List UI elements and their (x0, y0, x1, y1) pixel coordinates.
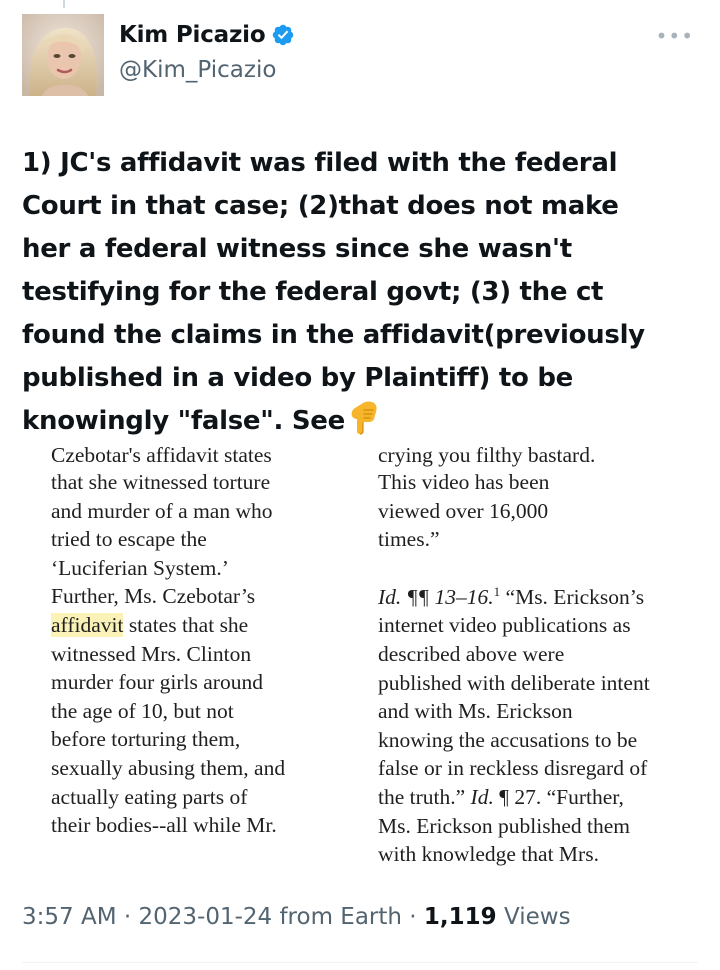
document-line: the age of 10, but not (51, 698, 234, 723)
tweet-text-line: published in a video by Plaintiff) to be (22, 363, 573, 393)
document-line: actually eating parts of (51, 784, 248, 809)
paragraph-gap (378, 554, 696, 578)
footnote-marker: 1 (493, 583, 501, 599)
document-line: Ms. Erickson published them (378, 813, 631, 838)
document-line: described above were (378, 641, 565, 666)
document-line: sexually abusing them, and (51, 755, 286, 780)
document-line: ‘Luciferian System.’ (51, 555, 229, 580)
tweet-text-line: testifying for the federal govt; (3) the ct (22, 277, 604, 307)
document-line: their bodies--all while Mr. (51, 813, 277, 838)
views-count[interactable]: 1,119 (423, 904, 497, 930)
avatar[interactable] (22, 14, 104, 96)
tweet-time[interactable]: 3:57 AM (22, 904, 117, 930)
document-line: false or in reckless disregard of (378, 756, 648, 781)
tweet-meta (22, 904, 571, 930)
meta-separator: · (123, 904, 132, 930)
document-image[interactable] (24, 443, 696, 867)
document-line-citation: Id. ¶¶ 13–16.$^1$ “Ms. Erickson’s (378, 583, 645, 609)
tweet-text-line: her a federal witness since she wasn't (22, 234, 572, 264)
document-cut-line: Czebotar's affidavit states (51, 443, 272, 467)
author-name-row (119, 22, 295, 48)
thread-connector-line (63, 0, 65, 8)
document-line: witnessed Mrs. Clinton (51, 641, 252, 666)
document-line-citation: the truth.” Id. ¶ 27. “Further, (378, 784, 624, 809)
document-cut-line: with knowledge that Mrs. (378, 842, 599, 867)
verified-badge-icon (271, 23, 295, 47)
tweet-text-line: 1) JC's affidavit was filed with the federal (22, 148, 618, 178)
more-options-icon[interactable]: ••• (655, 24, 694, 48)
document-cut-line: crying you filthy bastard. (378, 443, 596, 467)
author-handle[interactable]: @Kim_Picazio (119, 57, 277, 83)
divider (22, 962, 698, 963)
document-line: knowing the accusations to be (378, 727, 638, 752)
tweet-date-source[interactable]: 2023-01-24 from Earth (138, 904, 402, 930)
document-line: viewed over 16,000 (378, 498, 549, 523)
document-line-highlighted: affidavit states that she (51, 612, 249, 637)
document-line: Further, Ms. Czebotar’s (51, 584, 256, 609)
pointing-down-hand-emoji-icon (349, 401, 379, 435)
document-right-column (378, 443, 696, 867)
document-line: published with deliberate intent (378, 670, 650, 695)
document-line: murder four girls around (51, 670, 263, 695)
avatar-portrait-icon (22, 14, 104, 96)
tweet-text-line-last (22, 400, 702, 443)
document-line: and with Ms. Erickson (378, 699, 573, 724)
tweet-text-line: Court in that case; (2)that does not make (22, 191, 619, 221)
document-line: tried to escape the (51, 527, 207, 552)
document-line: times.” (378, 527, 440, 552)
document-line: before torturing them, (51, 727, 241, 752)
tweet-text-see: knowingly "false". See (22, 406, 345, 436)
document-line: and murder of a man who (51, 498, 273, 523)
highlighted-word: affidavit (51, 612, 124, 637)
author-display-name[interactable]: Kim Picazio (119, 22, 266, 48)
document-line: This video has been (378, 470, 550, 494)
tweet-text (22, 142, 702, 443)
views-label[interactable]: Views (504, 904, 571, 930)
document-left-column (51, 443, 351, 840)
document-line: internet video publications as (378, 613, 631, 638)
document-line: that she witnessed torture (51, 470, 271, 494)
meta-separator: · (409, 904, 417, 930)
tweet-text-line: found the claims in the affidavit(previously (22, 320, 645, 350)
